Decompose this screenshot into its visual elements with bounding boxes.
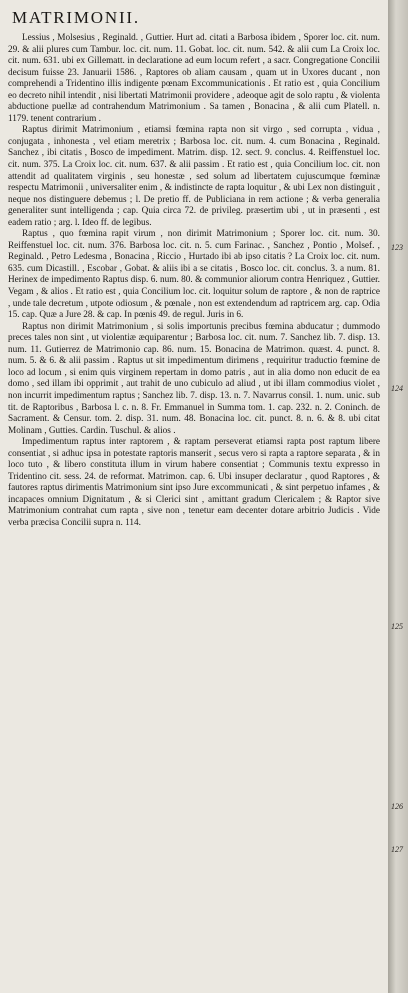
paragraph-5: Impedimentum raptus inter raptorem , & raptam perseverat etiamsi rapta post raptum libere consentiat , si adhuc ipsa in potestate raptoris manserit , secus vero si rapta a raptore separata , & in loco tuto , & libero constituta illum in virum habere consentiat ; Communis textu expresso in Tridentino cit. sess. 24. de reformat. Matrimon. cap. 6. Ubi insuper declaratur , quod Raptores , & fautores raptus dirimentis Matrimonium sint ipso Jure excommunicati , & sint perpetuo infames , & incapaces omnium Dignitatum , & si Clerici sint , amittant gradum Clericalem ; & Raptor sive Matrimonium contrahat cum rapta , sive non , tenetur eam decenter dotare arbitrio Judicis . Vide verba præcisa Concilii supra n. 114. [8, 437, 380, 528]
page-body [8, 33, 380, 530]
margin-number-5: 127 [391, 845, 403, 854]
paragraph-2: Raptus dirimit Matrimonium , etiamsi fœmina rapta non sit virgo , sed corrupta , vidua , conjugata , inhonesta , vel etiam meretrix ; Barbosa loc. cit. num. 4. cum Bonacina , Reginald. Sanchez , ibi citatis , Bosco de impediment. Matrim. disp. 12. sect. 9. conclus. 4. Reiffenstuel loc. cit. num. 375. La Croix loc. cit. num. 637. & alii passim . Et ratio est , quia Concilium loc. cit. non attendit ad qualitatem virginis , seu honestæ , sed solum ad libertatem cujuscumque fœminæ respectu Matrimonii , universaliter enim , & indistincte de rapta loquitur , & ubi Lex non distinguit , neque nos distinguere debemus ; l. De pretio ff. de Publiciana in rem actione ; & verba generalia generaliter sunt intelligenda ; cap. Quia circa 72. de privileg. præsertim ubi , ut in præsenti , est eadem ratio ; arg. l. Ideo ff. de legibus. [8, 125, 380, 228]
margin-number-4: 126 [391, 802, 403, 811]
margin-number-3: 125 [391, 622, 403, 631]
margin-number-1: 123 [391, 243, 403, 252]
running-header: MATRIMONII. [12, 8, 140, 27]
margin-number-2: 124 [391, 384, 403, 393]
paragraph-4: Raptus non dirimit Matrimonium , si solis importunis precibus fœmina abducatur ; dummodo preces tales non sint , ut violentiæ æquiparentur ; Barbosa loc. cit. num. 7. Sanchez lib. 7. disp. 13. num. 11. Gutierrez de Matrimonio cap. 86. num. 15. Bonacina de Matrimon. quæst. 4. punct. 8. num. 5. & 6. & alii passim . Raptus ut sit impedimentum dirimens , requiritur traductio fœmine de loco ad locum , si enim quis virginem repertam in domo patris , aut in alia domo non educit de ea domo , sed illam ibi opprimit , aut trahit de uno cubiculo ad aliud , ut ibi illam commodius violet , non incurrit impedimentum raptus ; Sanchez lib. 7. disp. 13. n. 7. Navarrus consil. 1. num. unic. sub tit. de Raptoribus , Barbosa l. c. n. 8. Fr. Emmanuel in Summa tom. 1. cap. 232. n. 2. Coninch. de Sacrament. & Censur. tom. 2. disp. 31. num. 48. Bonacina loc. cit. punct. 8. n. 6. & 8. ubi citat Molinam , Gutties. Cardin. Tuschul. & alios . [8, 321, 380, 436]
paragraph-1: Lessius , Molsesius , Reginald. , Guttier. Hurt ad. citati a Barbosa ibidem , Sporer loc. cit. num. 29. & alii plures cum Tambur. loc. cit. num. 11. Gobat. loc. cit. num. 542. & alii cum La Croix loc. cit. num. 631. ubi ex Gillematt. in declaratione ad eum locum refert , a sacr. Congregatione Concilii decisum fuisse 23. Januarii 1586. , Raptores ob aliam causam , quam ut in Uxores ducant , non comprehendi a Tridentino illis indigente pœnam Excommunicationis . Et ratio est , quia Concilium eo decreto nihil intendit , nisi libertati Matrimonii providere , adeoque agit de solo raptu , & violenta abductione puellæ ad contrahendum Matrimonium . Sa tamen , Bonacina , & alii cum Platell. n. 1179. tenent contrarium . [8, 33, 380, 124]
paragraph-3: Raptus , quo fœmina rapit virum , non dirimit Matrimonium ; Sporer loc. cit. num. 30. Reiffenstuel loc. cit. num. 376. Barbosa loc. cit. n. 5. cum Farinac. , Sanchez , Pontio , Molsef. , Reginald. , Petro Ledesma , Bonacina , Riccio , Hurtado ibi ab ipso citatis ? La Croix loc. cit. num. 635. cum Dicastill. , Escobar , Gobat. & aliis ibi a se citatis , Bosco loc. cit. conclus. 3. a num. 81. Herinex de impedimento Raptus disp. 6. num. 80. & communior aliorum contra Henriquez , Guttier. Vegam , & alios . Et ratio est , quia Concilium loc. cit. loquitur solum de raptore , & non de raptrice , unde tale decretum , utpote odiosum , & pœnale , non est extendendum ad raptricem arg. cap. Odia 15. cap. Quæ a Jure 28. & cap. In pœnis 49. de regul. Juris in 6. [8, 229, 380, 321]
